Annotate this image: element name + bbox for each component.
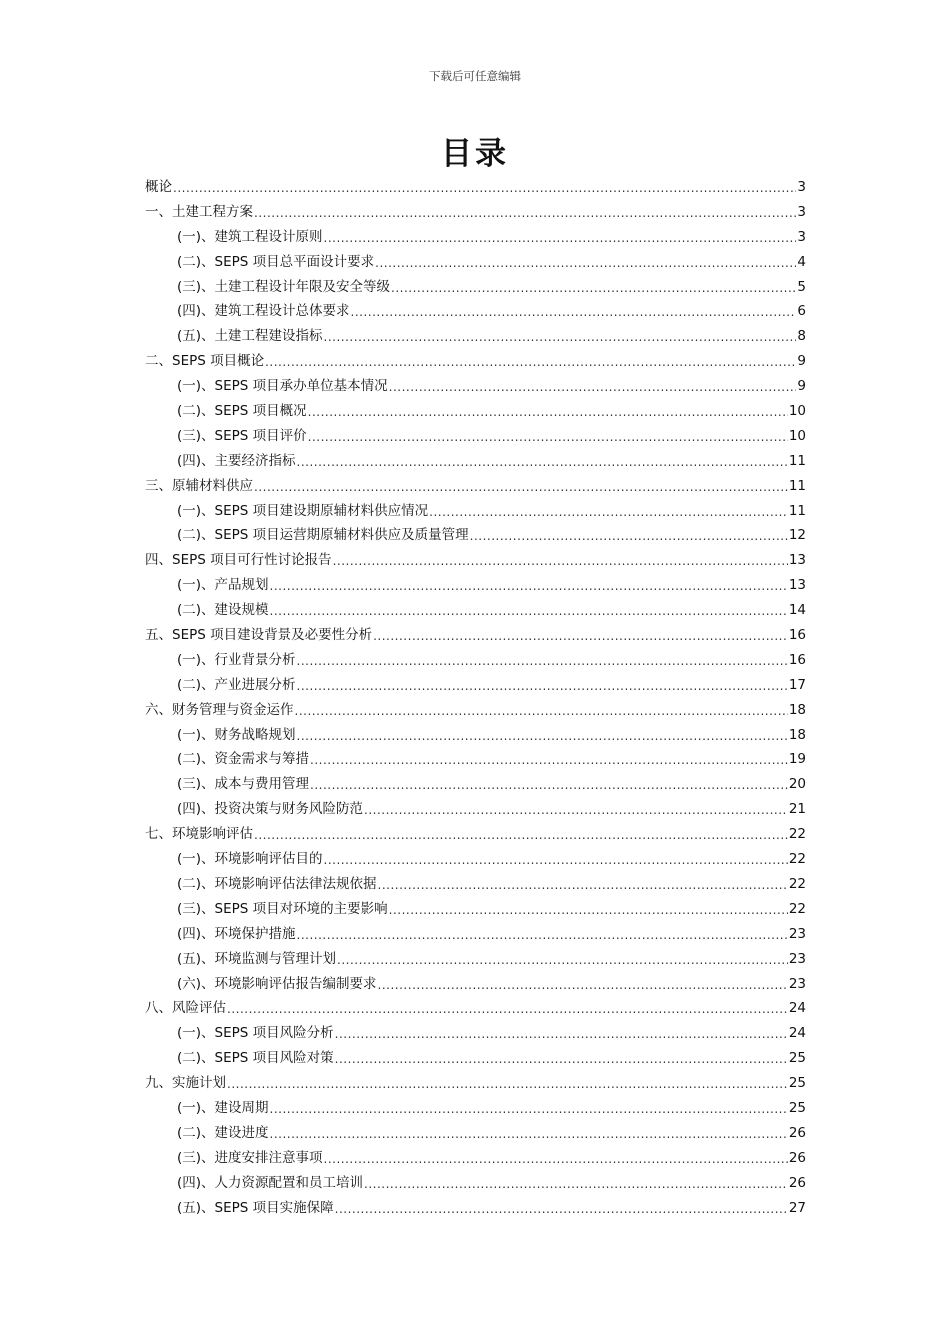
dot-leader: [270, 574, 788, 599]
toc-entry-label: (二)、SEPS 项目风险对策: [177, 1050, 334, 1067]
toc-entry-label: (二)、建设进度: [177, 1124, 269, 1141]
toc-entry-page-number: 16: [788, 627, 806, 644]
toc-entry-label: 二、SEPS 项目概论: [145, 353, 265, 370]
toc-entry-label: (一)、财务战略规划: [177, 726, 296, 743]
toc-entry-page-number: 5: [797, 278, 806, 295]
toc-entry-label: 四、SEPS 项目可行性讨论报告: [145, 552, 332, 569]
toc-entry-label: 六、财务管理与资金运作: [145, 701, 294, 718]
dot-leader: [335, 1022, 788, 1047]
toc-entry-page-number: 10: [788, 403, 806, 420]
toc-entry[interactable]: [145, 623, 806, 648]
toc-entry-page-number: 3: [797, 179, 806, 195]
toc-entry-label: (一)、建筑工程设计原则: [177, 228, 323, 245]
toc-entry-page-number: 25: [788, 1075, 806, 1092]
toc-entry-label: 七、环境影响评估: [145, 826, 253, 843]
dot-leader: [364, 798, 788, 823]
toc-entry-label: (二)、SEPS 项目概况: [177, 403, 307, 420]
toc-entry[interactable]: [145, 872, 806, 897]
dot-leader: [297, 724, 788, 749]
dot-leader: [335, 1197, 788, 1222]
toc-entry[interactable]: [145, 1071, 806, 1096]
toc-entry[interactable]: [145, 1196, 806, 1221]
dot-leader: [389, 898, 788, 923]
toc-entry[interactable]: [145, 523, 806, 548]
toc-entry-label: (四)、主要经济指标: [177, 452, 296, 469]
toc-entry-label: 九、实施计划: [145, 1075, 226, 1092]
dot-leader: [173, 176, 796, 201]
toc-entry[interactable]: [145, 648, 806, 673]
dot-leader: [429, 500, 788, 525]
toc-entry-page-number: 22: [788, 851, 806, 868]
toc-entry-label: (四)、环境保护措施: [177, 925, 296, 942]
toc-entry-label: (五)、土建工程建设指标: [177, 328, 323, 345]
toc-entry-page-number: 22: [788, 875, 806, 892]
toc-entry-label: (四)、投资决策与财务风险防范: [177, 801, 364, 818]
toc-entry[interactable]: [145, 449, 806, 474]
dot-leader: [270, 1122, 788, 1147]
dot-leader: [324, 325, 797, 350]
toc-entry-page-number: 19: [788, 751, 806, 768]
dot-leader: [227, 1072, 788, 1097]
toc-entry-page-number: 18: [788, 726, 806, 743]
toc-entry-label: (五)、环境监测与管理计划: [177, 950, 337, 967]
toc-entry-label: 五、SEPS 项目建设背景及必要性分析: [145, 627, 373, 644]
toc-entry-label: (三)、SEPS 项目对环境的主要影响: [177, 900, 388, 917]
toc-entry-page-number: 8: [797, 328, 806, 345]
dot-leader: [375, 251, 796, 276]
dot-leader: [351, 300, 797, 325]
toc-entry-page-number: 11: [788, 477, 806, 494]
dot-leader: [227, 997, 788, 1022]
toc-entry[interactable]: [145, 972, 806, 997]
toc-entry-page-number: 4: [797, 253, 806, 270]
toc-entry-label: (二)、SEPS 项目总平面设计要求: [177, 253, 375, 270]
toc-entry-label: (一)、SEPS 项目建设期原辅材料供应情况: [177, 502, 429, 519]
toc-entry-label: (二)、SEPS 项目运营期原辅材料供应及质量管理: [177, 527, 469, 544]
toc-entry-page-number: 26: [788, 1124, 806, 1141]
toc-entry-page-number: 11: [788, 502, 806, 519]
toc-entry[interactable]: [145, 897, 806, 922]
toc-entry-page-number: 26: [788, 1174, 806, 1191]
toc-entry-label: (五)、SEPS 项目实施保障: [177, 1199, 334, 1216]
toc-entry-page-number: 21: [788, 801, 806, 818]
toc-entry[interactable]: [145, 299, 806, 324]
dot-leader: [389, 375, 797, 400]
toc-entry-label: 概论: [145, 179, 172, 195]
dot-leader: [324, 226, 797, 251]
toc-entry-page-number: 22: [788, 826, 806, 843]
toc-entry[interactable]: [145, 250, 806, 275]
toc-entry[interactable]: [145, 548, 806, 573]
toc-entry[interactable]: [145, 1096, 806, 1121]
dot-leader: [335, 1047, 788, 1072]
toc-entry[interactable]: [145, 225, 806, 250]
dot-leader: [308, 425, 788, 450]
dot-leader: [333, 549, 788, 574]
dot-leader: [364, 1172, 788, 1197]
toc-entry-page-number: 6: [797, 303, 806, 320]
toc-entry-label: 八、风险评估: [145, 1000, 226, 1017]
toc-title: 目录: [441, 136, 509, 172]
toc-entry[interactable]: [145, 598, 806, 623]
dot-leader: [391, 276, 796, 301]
toc-entry-label: (二)、建设规模: [177, 602, 269, 619]
toc-entry-label: (二)、环境影响评估法律法规依据: [177, 875, 377, 892]
toc-entry-page-number: 13: [788, 577, 806, 594]
toc-entry[interactable]: [145, 573, 806, 598]
toc-entry[interactable]: [145, 847, 806, 872]
toc-entry[interactable]: [145, 673, 806, 698]
toc-entry-label: (三)、进度安排注意事项: [177, 1149, 323, 1166]
toc-entry-page-number: 3: [797, 228, 806, 245]
toc-entry-label: (二)、产业进展分析: [177, 676, 296, 693]
dot-leader: [254, 475, 788, 500]
toc-entry-label: (一)、环境影响评估目的: [177, 851, 323, 868]
dot-leader: [324, 1147, 788, 1172]
dot-leader: [297, 674, 788, 699]
toc-entry[interactable]: [145, 1121, 806, 1146]
toc-entry[interactable]: [145, 947, 806, 972]
dot-leader: [310, 748, 788, 773]
toc-entry-page-number: 18: [788, 701, 806, 718]
toc-entry[interactable]: [145, 200, 806, 225]
dot-leader: [265, 350, 796, 375]
toc-entry-label: (一)、行业背景分析: [177, 651, 296, 668]
toc-entry[interactable]: [145, 1046, 806, 1071]
toc-entry-label: (二)、资金需求与筹措: [177, 751, 310, 768]
toc-entry-page-number: 11: [788, 452, 806, 469]
toc-entry-page-number: 3: [797, 203, 806, 220]
toc-entry-label: (三)、成本与费用管理: [177, 776, 310, 793]
dot-leader: [254, 201, 796, 226]
toc-entry-label: (一)、建设周期: [177, 1099, 269, 1116]
dot-leader: [310, 773, 788, 798]
dot-leader: [297, 450, 788, 475]
toc-entry-page-number: 10: [788, 427, 806, 444]
toc-entry-label: 一、土建工程方案: [145, 203, 253, 220]
toc-entry[interactable]: [145, 399, 806, 424]
toc-entry-page-number: 9: [797, 353, 806, 370]
toc-entry-label: (四)、人力资源配置和员工培训: [177, 1174, 364, 1191]
toc-entry-page-number: 27: [788, 1199, 806, 1216]
dot-leader: [297, 923, 788, 948]
table-of-contents: [145, 175, 806, 1220]
dot-leader: [337, 948, 788, 973]
toc-entry-label: (三)、SEPS 项目评价: [177, 427, 307, 444]
toc-entry-page-number: 20: [788, 776, 806, 793]
toc-entry[interactable]: [145, 922, 806, 947]
toc-entry-label: 三、原辅材料供应: [145, 477, 253, 494]
toc-entry[interactable]: [145, 996, 806, 1021]
toc-entry-label: (四)、建筑工程设计总体要求: [177, 303, 350, 320]
toc-entry[interactable]: [145, 1021, 806, 1046]
toc-entry[interactable]: [145, 474, 806, 499]
toc-entry-page-number: 23: [788, 950, 806, 967]
toc-entry-page-number: 22: [788, 900, 806, 917]
toc-entry[interactable]: [145, 822, 806, 847]
toc-entry-page-number: 12: [788, 527, 806, 544]
dot-leader: [470, 524, 788, 549]
dot-leader: [297, 649, 788, 674]
toc-entry-page-number: 14: [788, 602, 806, 619]
toc-entry-page-number: 24: [788, 1000, 806, 1017]
toc-entry[interactable]: [145, 723, 806, 748]
dot-leader: [378, 873, 788, 898]
toc-entry[interactable]: [145, 747, 806, 772]
toc-entry-page-number: 26: [788, 1149, 806, 1166]
toc-entry-label: (一)、产品规划: [177, 577, 269, 594]
dot-leader: [270, 599, 788, 624]
toc-entry-label: (六)、环境影响评估报告编制要求: [177, 975, 377, 992]
dot-leader: [270, 1097, 788, 1122]
toc-entry[interactable]: [145, 1146, 806, 1171]
toc-entry-page-number: 25: [788, 1050, 806, 1067]
toc-entry-page-number: 16: [788, 651, 806, 668]
toc-entry-page-number: 13: [788, 552, 806, 569]
toc-entry[interactable]: [145, 499, 806, 524]
toc-entry-page-number: 17: [788, 676, 806, 693]
page-header: 下载后可任意编辑: [429, 69, 521, 83]
toc-entry-page-number: 23: [788, 975, 806, 992]
toc-entry-page-number: 9: [797, 378, 806, 395]
toc-entry-page-number: 25: [788, 1099, 806, 1116]
toc-entry[interactable]: [145, 1171, 806, 1196]
toc-entry[interactable]: [145, 374, 806, 399]
dot-leader: [378, 973, 788, 998]
dot-leader: [324, 848, 788, 873]
dot-leader: [295, 699, 788, 724]
toc-entry-label: (一)、SEPS 项目承办单位基本情况: [177, 378, 388, 395]
toc-entry-label: (一)、SEPS 项目风险分析: [177, 1025, 334, 1042]
toc-entry-label: (三)、土建工程设计年限及安全等级: [177, 278, 391, 295]
toc-entry-page-number: 23: [788, 925, 806, 942]
toc-entry[interactable]: [145, 772, 806, 797]
toc-entry[interactable]: [145, 698, 806, 723]
toc-entry[interactable]: [145, 275, 806, 300]
toc-entry[interactable]: [145, 349, 806, 374]
toc-entry[interactable]: [145, 797, 806, 822]
dot-leader: [254, 823, 788, 848]
toc-entry[interactable]: [145, 324, 806, 349]
toc-entry[interactable]: [145, 424, 806, 449]
toc-entry-page-number: 24: [788, 1025, 806, 1042]
toc-entry[interactable]: [145, 175, 806, 200]
dot-leader: [308, 400, 788, 425]
dot-leader: [373, 624, 788, 649]
